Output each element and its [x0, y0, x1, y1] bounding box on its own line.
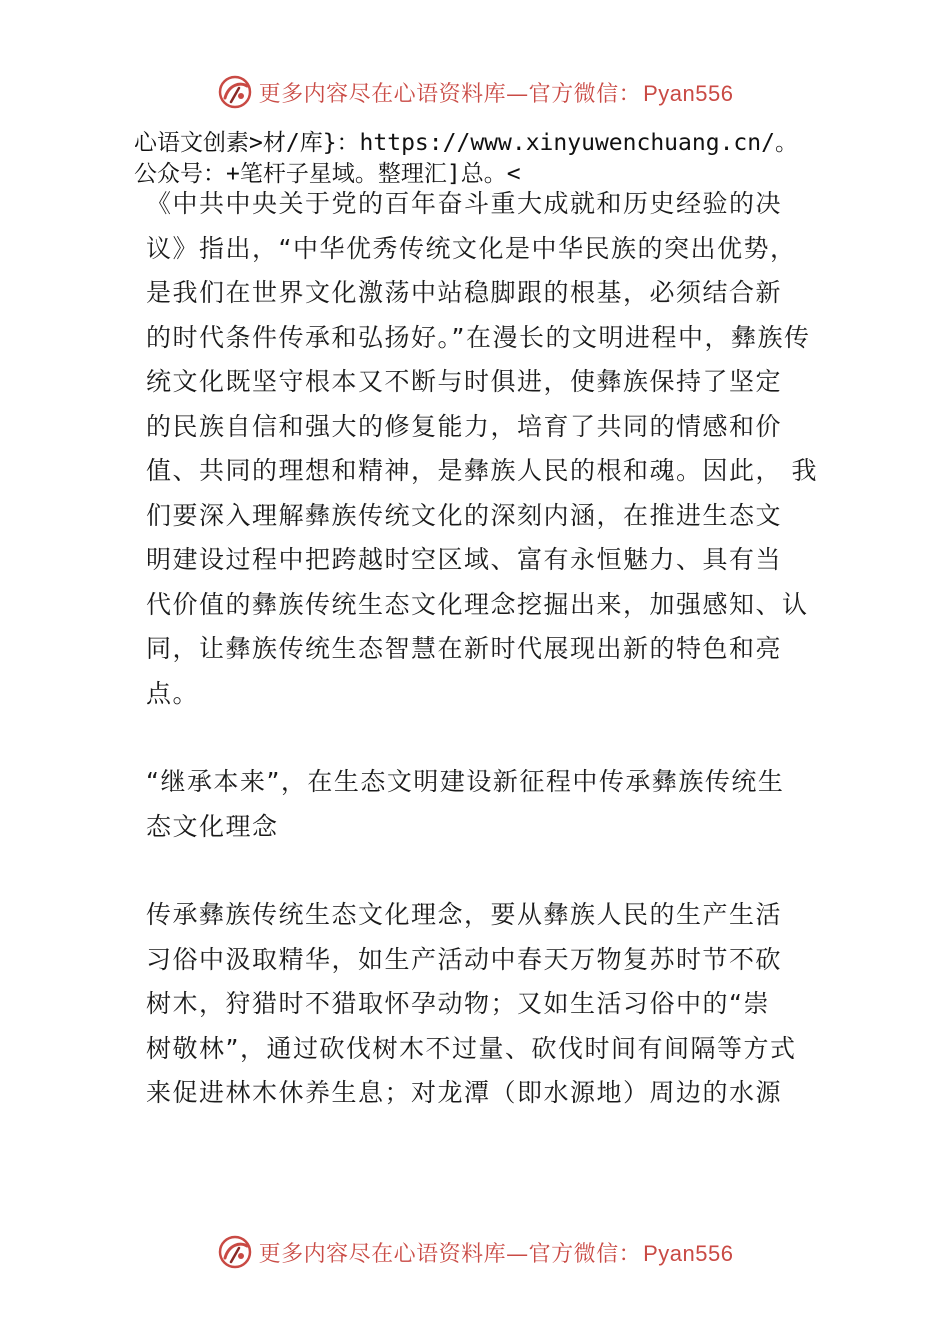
document-body: [146, 182, 826, 1116]
wechat-id: Pyan556: [643, 80, 734, 106]
text-line: 树木，狩猎时不猎取怀孕动物；又如生活习俗中的“崇: [146, 989, 770, 1018]
text-line: 明建设过程中把跨越时空区域、富有永恒魅力、具有当: [146, 545, 783, 574]
circular-seal-logo-icon: [217, 1234, 253, 1270]
text-line: 统文化既坚守根本又不断与时俱进，使彝族保持了坚定: [146, 367, 783, 396]
text-line: 来促进林木休养生息；对龙潭（即水源地）周边的水源: [146, 1078, 783, 1107]
source-notice: [134, 128, 934, 190]
text-line: 态文化理念: [146, 811, 279, 841]
section-heading: [146, 760, 826, 849]
source-notice-line: 心语文创素>材/库}：https://www.xinyuwenchuang.cn/。: [134, 130, 798, 156]
paragraph-body: [146, 893, 826, 1116]
text-line: 传承彝族传统生态文化理念，要从彝族人民的生产生活: [146, 900, 783, 929]
text-line: 议》指出，“中华优秀传统文化是中华民族的突出优势，: [146, 233, 797, 263]
paragraph-intro: [146, 182, 826, 716]
banner-text: 更多内容尽在心语资料库—官方微信：Pyan556: [258, 80, 734, 107]
text-line: “继承本来”，在生态文明建设新征程中传承彝族传统生: [146, 767, 785, 796]
source-notice-line: 公众号：+笔杆子星域。整理汇]总。<: [134, 161, 521, 187]
text-line: 同，让彝族传统生态智慧在新时代展现出新的特色和亮: [146, 634, 783, 663]
text-line: 代价值的彝族传统生态文化理念挖掘出来，加强感知、认: [146, 589, 809, 619]
footer-watermark-banner: [0, 1232, 950, 1272]
circular-seal-logo-icon: [217, 74, 253, 110]
text-line: 的时代条件传承和弘扬好。”在漫长的文明进程中，彝族传: [146, 322, 811, 352]
header-watermark-banner: [0, 72, 950, 112]
text-line: 习俗中汲取精华，如生产活动中春天万物复苏时节不砍: [146, 944, 783, 974]
text-line: 的民族自信和强大的修复能力，培育了共同的情感和价: [146, 411, 783, 441]
wechat-id: Pyan556: [643, 1240, 734, 1266]
text-line: 树敬林”，通过砍伐树木不过量、砍伐时间有间隔等方式: [146, 1033, 797, 1063]
text-line: 是我们在世界文化激荡中站稳脚跟的根基，必须结合新: [146, 278, 783, 307]
banner-text: 更多内容尽在心语资料库—官方微信：Pyan556: [258, 1240, 734, 1267]
text-line: 们要深入理解彝族传统文化的深刻内涵，在推进生态文: [146, 500, 783, 530]
text-line: 《中共中央关于党的百年奋斗重大成就和历史经验的决: [146, 189, 783, 218]
text-line: 点。: [146, 678, 200, 708]
text-line: 值、共同的理想和精神，是彝族人民的根和魂。因此， 我: [146, 456, 818, 485]
